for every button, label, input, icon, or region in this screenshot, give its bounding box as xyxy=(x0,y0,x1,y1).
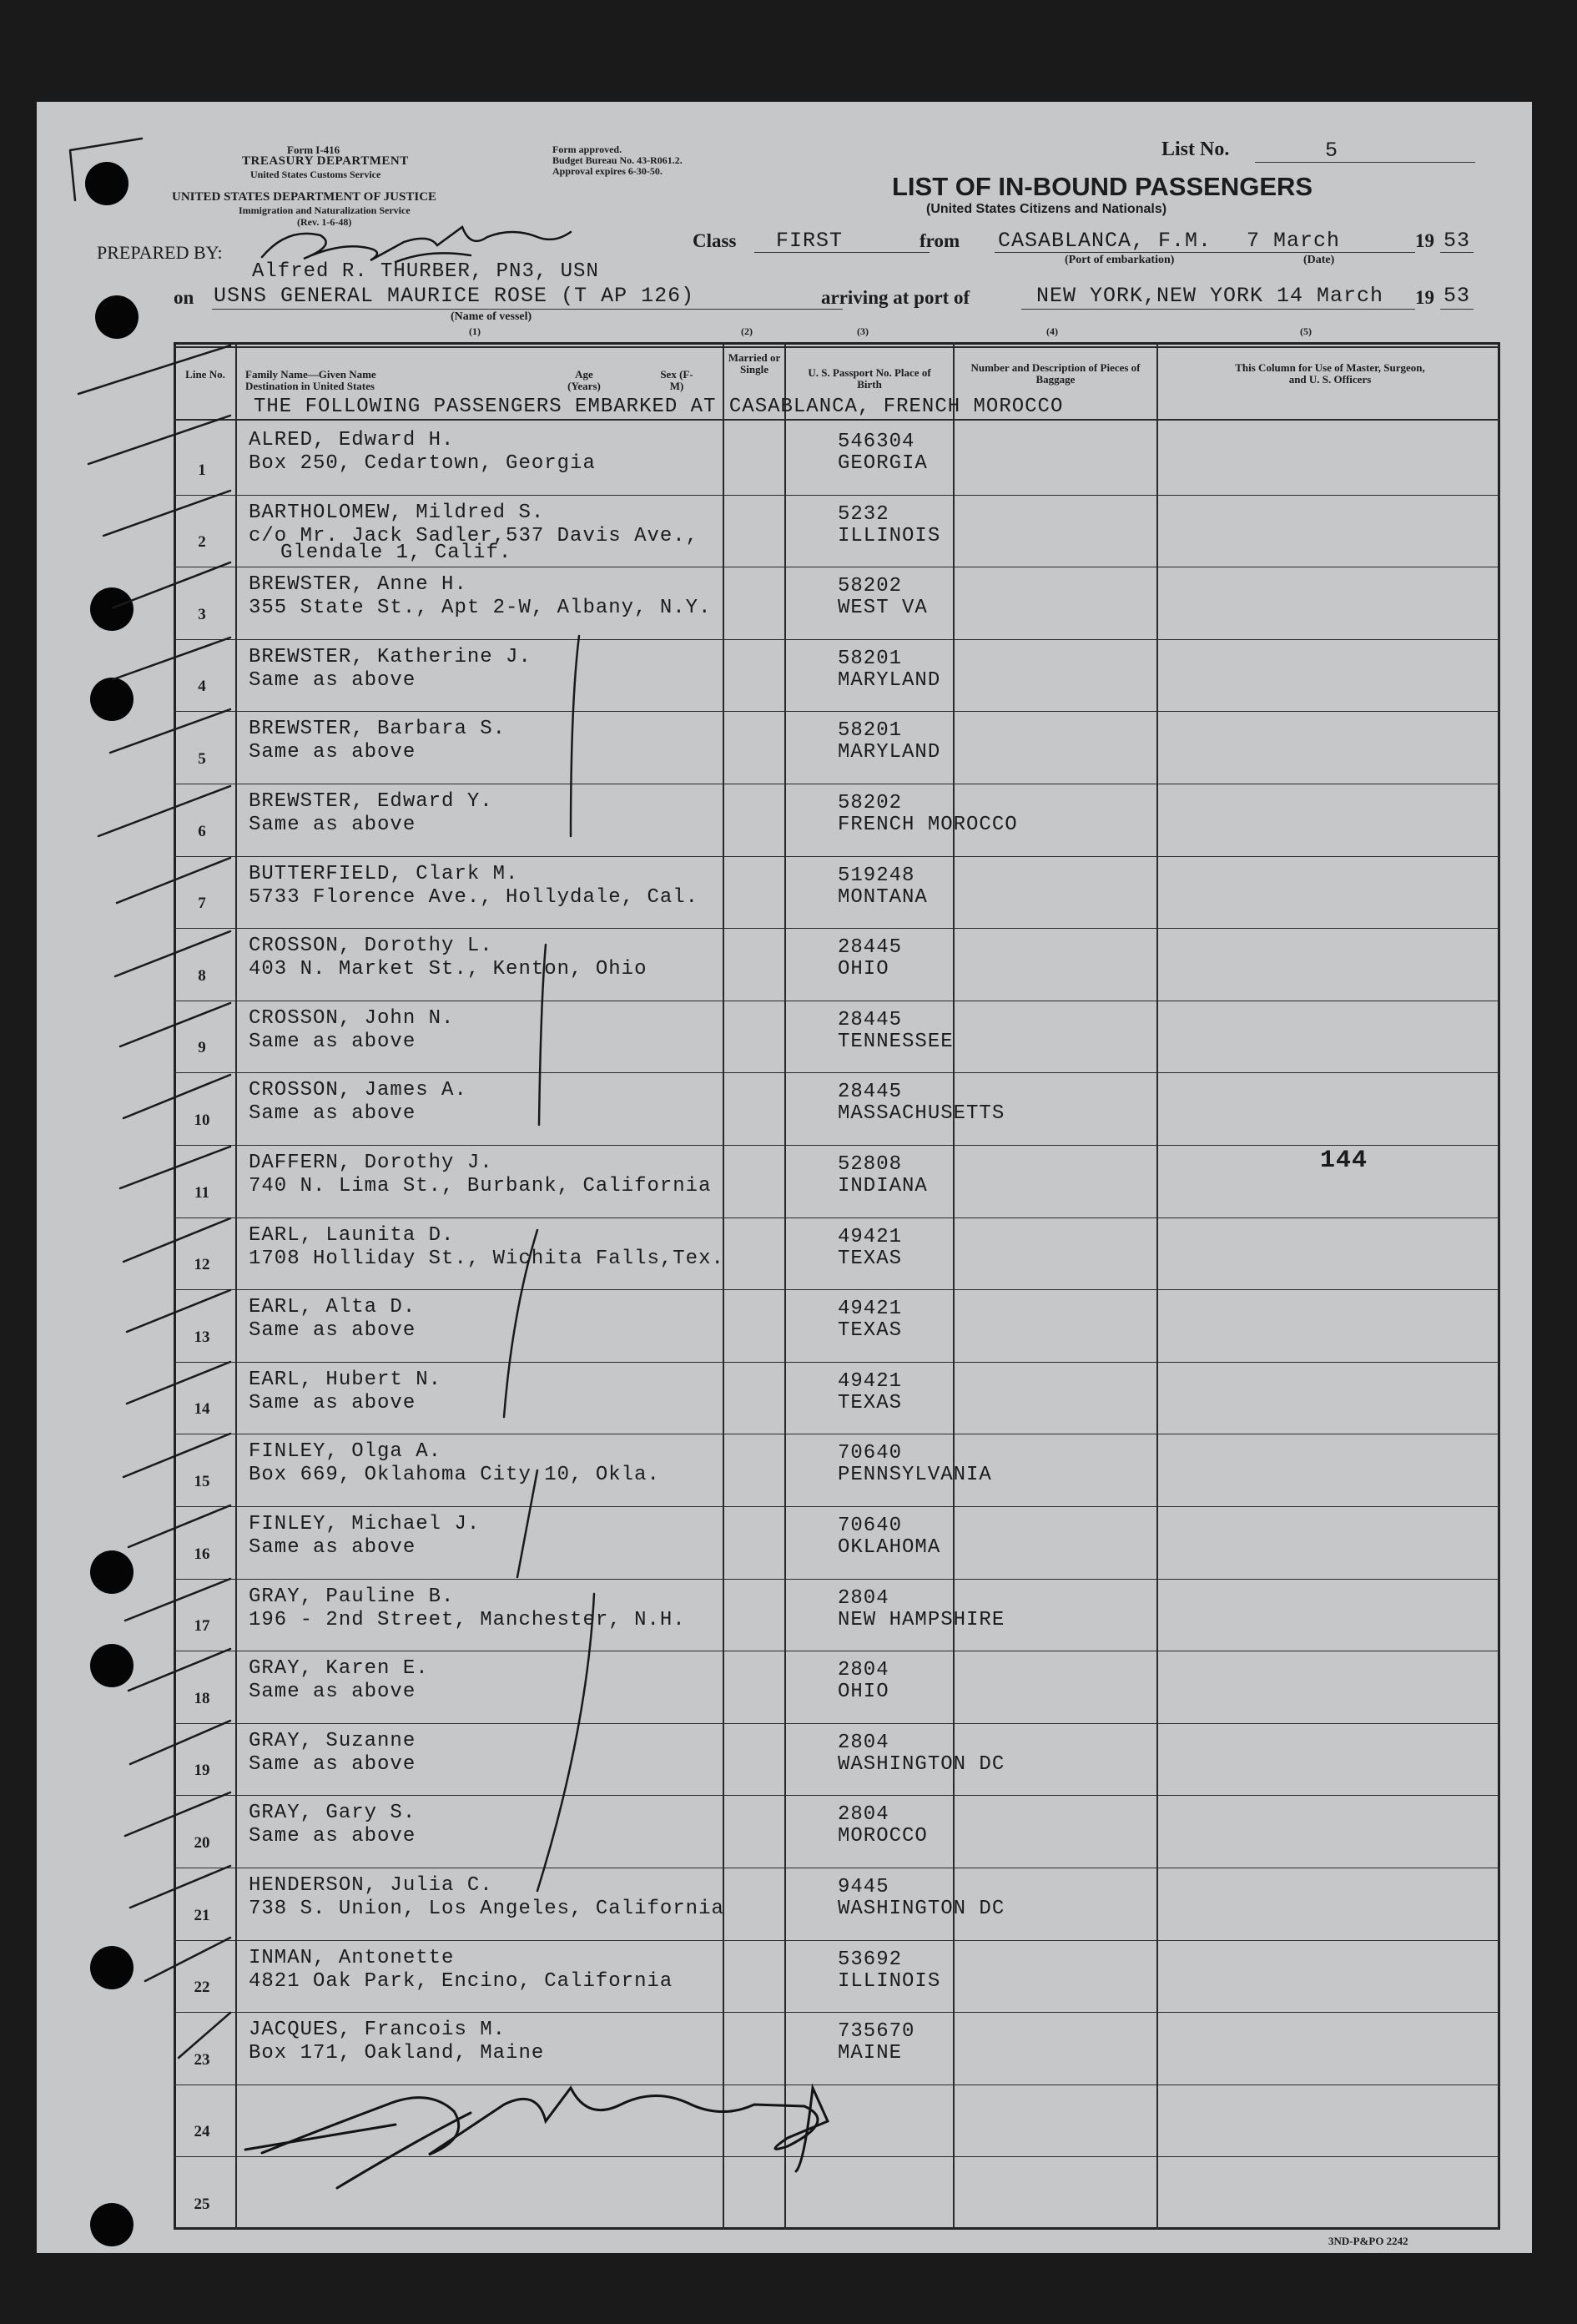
tick-mark xyxy=(145,1938,230,1981)
col-header-baggage: Number and Description of Pieces of Baggage xyxy=(970,361,1141,386)
col-number: (1) xyxy=(469,325,481,337)
ins-heading: Immigration and Naturalization Service xyxy=(239,204,411,216)
page-title: LIST OF IN-BOUND PASSENGERS xyxy=(892,172,1313,201)
passenger-name: BARTHOLOMEW, Mildred S. xyxy=(249,501,545,524)
passenger-name: DAFFERN, Dorothy J. xyxy=(249,1152,493,1174)
passport-number: 52808 xyxy=(838,1153,903,1176)
place-of-birth: PENNSYLVANIA xyxy=(838,1464,992,1487)
page-subtitle: (United States Citizens and Nationals) xyxy=(926,202,1167,216)
line-number: 12 xyxy=(194,1256,210,1274)
passenger-name: GRAY, Pauline B. xyxy=(249,1585,455,1608)
bracket-mark xyxy=(537,1594,594,1891)
passenger-name: FINLEY, Olga A. xyxy=(249,1440,442,1464)
embark-year: 53 xyxy=(1443,229,1471,253)
passport-number: 58202 xyxy=(838,575,903,598)
passenger-name: INMAN, Antonette xyxy=(249,1946,455,1969)
tick-mark xyxy=(128,1505,230,1547)
arrival-year: 53 xyxy=(1443,284,1471,308)
tick-mark xyxy=(127,1290,230,1332)
bracket-mark xyxy=(571,636,579,836)
passenger-name: CROSSON, James A. xyxy=(249,1079,467,1102)
line-number: 25 xyxy=(194,2195,210,2213)
passport-number: 2804 xyxy=(838,1659,889,1682)
passenger-address: Same as above xyxy=(249,1030,416,1053)
passenger-address-line2: Glendale 1, Calif. xyxy=(280,541,512,564)
place-of-birth: ILLINOIS xyxy=(838,524,941,547)
line-number: 23 xyxy=(194,2050,210,2069)
passenger-name: ALRED, Edward H. xyxy=(249,429,455,451)
embark-port: CASABLANCA, F.M. xyxy=(998,229,1212,253)
approval-expiry: Approval expires 6-30-50. xyxy=(552,165,663,177)
passport-number: 49421 xyxy=(838,1369,903,1393)
passenger-address: 1708 Holliday St., Wichita Falls,Tex. xyxy=(249,1247,724,1270)
officer-note: 144 xyxy=(1320,1147,1368,1175)
corner-mark xyxy=(70,139,142,200)
col-header-passport: U. S. Passport No. Place of Birth xyxy=(808,366,931,391)
tick-mark xyxy=(115,931,230,976)
passenger-name: BREWSTER, Barbara S. xyxy=(249,718,506,741)
tick-mark xyxy=(127,1362,230,1404)
vessel-caption: (Name of vessel) xyxy=(451,310,532,323)
tick-mark xyxy=(128,1649,230,1691)
passenger-address: Box 669, Oklahoma City 10, Okla. xyxy=(249,1464,660,1487)
tick-mark xyxy=(113,562,230,607)
passport-number: 49421 xyxy=(838,1298,903,1321)
passenger-address: 403 N. Market St., Kenton, Ohio xyxy=(249,958,647,981)
line-number: 7 xyxy=(198,895,206,913)
tick-mark xyxy=(125,1579,230,1621)
place-of-birth: MAINE xyxy=(838,2042,903,2065)
budget-number: Budget Bureau No. 43-R061.2. xyxy=(552,154,683,166)
list-no-label: List No. xyxy=(1161,139,1230,160)
passenger-address: Same as above xyxy=(249,741,416,764)
vessel-name: USNS GENERAL MAURICE ROSE (T AP 126) xyxy=(214,284,695,308)
line-number: 2 xyxy=(198,533,206,552)
line-number: 16 xyxy=(194,1545,210,1563)
list-no-value: 5 xyxy=(1325,139,1339,163)
col-header-dest: Destination in United States xyxy=(245,380,375,392)
line-number: 5 xyxy=(198,749,206,768)
line-number: 9 xyxy=(198,1039,206,1057)
passport-number: 70640 xyxy=(838,1515,903,1537)
passenger-address: 738 S. Union, Los Angeles, California xyxy=(249,1898,724,1920)
place-of-birth: ILLINOIS xyxy=(838,1969,941,1993)
col-header-officers: This Column for Use of Master, Surgeon, and U. S. Officers xyxy=(1235,361,1425,386)
col-header-line: Line No. xyxy=(185,368,225,381)
passport-number: 735670 xyxy=(838,2020,915,2044)
passport-number: 28445 xyxy=(838,1081,903,1104)
place-of-birth: TEXAS xyxy=(838,1247,903,1270)
tick-mark xyxy=(103,491,230,536)
tick-mark xyxy=(98,786,230,836)
place-of-birth: OHIO xyxy=(838,958,889,981)
bracket-mark xyxy=(517,1470,537,1577)
passport-number: 2804 xyxy=(838,1731,889,1754)
place-of-birth: OKLAHOMA xyxy=(838,1536,941,1559)
passenger-address: Box 171, Oakland, Maine xyxy=(249,2042,545,2065)
passenger-name: FINLEY, Michael J. xyxy=(249,1513,481,1535)
passenger-address: 196 - 2nd Street, Manchester, N.H. xyxy=(249,1608,686,1631)
place-of-birth: TENNESSEE xyxy=(838,1030,954,1053)
line-number: 17 xyxy=(194,1617,210,1636)
line-number: 11 xyxy=(194,1183,209,1202)
passenger-name: GRAY, Karen E. xyxy=(249,1657,429,1681)
passenger-address: Same as above xyxy=(249,1536,416,1559)
place-of-birth: MARYLAND xyxy=(838,668,941,692)
line-number: 21 xyxy=(194,1906,210,1924)
class-label: Class xyxy=(693,230,737,251)
tick-mark xyxy=(123,1218,230,1262)
tick-mark xyxy=(123,1075,230,1118)
form-approved: Form approved. xyxy=(552,144,622,155)
signature-scrawl xyxy=(245,2088,828,2188)
prepared-by-signature xyxy=(262,227,571,262)
on-label: on xyxy=(174,287,194,308)
passport-number: 519248 xyxy=(838,864,915,887)
line-number: 14 xyxy=(194,1400,210,1419)
col-header-married: Married or Single xyxy=(728,351,781,376)
passport-number: 58201 xyxy=(838,647,903,670)
place-of-birth: NEW HAMPSHIRE xyxy=(838,1608,1005,1631)
line-number: 10 xyxy=(194,1111,210,1129)
passenger-address: Same as above xyxy=(249,1319,416,1343)
col-number: (2) xyxy=(741,325,753,337)
passenger-address: Same as above xyxy=(249,1391,416,1414)
passenger-name: BREWSTER, Anne H. xyxy=(249,573,467,597)
embark-note: THE FOLLOWING PASSENGERS EMBARKED AT CASABLANCA, FRENCH MOROCCO xyxy=(254,396,1064,418)
passenger-name: HENDERSON, Julia C. xyxy=(249,1874,493,1897)
passport-number: 546304 xyxy=(838,431,915,453)
passenger-name: BREWSTER, Edward Y. xyxy=(249,790,493,813)
col-header-sex: Sex (F-M) xyxy=(660,368,693,392)
passenger-name: JACQUES, Francois M. xyxy=(249,2019,506,2042)
passenger-address: c/o Mr. Jack Sadler,537 Davis Ave., xyxy=(249,524,699,547)
from-label: from xyxy=(919,230,960,251)
prepared-by-label: PREPARED BY: xyxy=(97,242,223,263)
passenger-name: EARL, Alta D. xyxy=(249,1296,416,1319)
preparer-name: Alfred R. THURBER, PN3, USN xyxy=(252,260,599,283)
passenger-address: 740 N. Lima St., Burbank, California xyxy=(249,1175,712,1197)
col-header-name: Family Name—Given Name xyxy=(245,368,376,381)
tick-mark xyxy=(120,1147,230,1188)
line-number: 15 xyxy=(194,1472,210,1490)
passenger-name: GRAY, Gary S. xyxy=(249,1802,416,1825)
tick-mark xyxy=(179,2013,230,2058)
tick-mark xyxy=(130,1866,230,1908)
passport-number: 70640 xyxy=(838,1442,903,1465)
manifest-sheet xyxy=(37,102,1532,2253)
passport-number: 58202 xyxy=(838,792,903,814)
passport-number: 9445 xyxy=(838,1876,889,1898)
line-number: 8 xyxy=(198,966,206,985)
embark-date: 7 March xyxy=(1247,229,1341,253)
arrival-port: NEW YORK,NEW YORK 14 March xyxy=(1036,284,1384,308)
arriving-label: arriving at port of xyxy=(821,287,970,308)
tick-mark xyxy=(113,638,230,679)
line-number: 1 xyxy=(198,461,206,479)
class-value: FIRST xyxy=(776,229,844,253)
date-caption: (Date) xyxy=(1303,254,1335,266)
line-number: 18 xyxy=(194,1689,210,1707)
line-number: 6 xyxy=(198,822,206,840)
passenger-address: Box 250, Cedartown, Georgia xyxy=(249,452,596,475)
place-of-birth: INDIANA xyxy=(838,1175,928,1197)
line-number: 22 xyxy=(194,1979,210,1997)
place-of-birth: WASHINGTON DC xyxy=(838,1752,1005,1776)
line-number: 20 xyxy=(194,1833,210,1852)
passenger-address: Same as above xyxy=(249,668,416,692)
passenger-name: EARL, Hubert N. xyxy=(249,1368,442,1391)
year-prefix-from: 19 xyxy=(1415,230,1434,251)
tick-mark xyxy=(117,858,230,903)
passenger-address: Same as above xyxy=(249,1752,416,1776)
passenger-address: Same as above xyxy=(249,1825,416,1848)
passenger-name: BREWSTER, Katherine J. xyxy=(249,645,532,668)
bracket-mark xyxy=(539,945,546,1125)
passenger-name: EARL, Launita D. xyxy=(249,1223,455,1247)
bracket-mark xyxy=(504,1230,537,1417)
col-number: (3) xyxy=(857,325,869,337)
place-of-birth: MONTANA xyxy=(838,885,928,909)
passport-number: 49421 xyxy=(838,1225,903,1248)
col-number: (5) xyxy=(1300,325,1312,337)
treasury-heading: TREASURY DEPARTMENT xyxy=(242,154,409,168)
tick-mark xyxy=(123,1434,230,1477)
pen-marks xyxy=(37,102,1532,2253)
tick-mark xyxy=(78,345,230,394)
passport-number: 58201 xyxy=(838,719,903,743)
col-header-age: Age (Years) xyxy=(567,368,601,392)
place-of-birth: MARYLAND xyxy=(838,741,941,764)
tick-mark xyxy=(130,1721,230,1764)
passport-number: 28445 xyxy=(838,1008,903,1031)
passenger-address: 4821 Oak Park, Encino, California xyxy=(249,1969,673,1993)
line-number: 4 xyxy=(198,678,206,696)
passenger-name: GRAY, Suzanne xyxy=(249,1729,416,1752)
port-embark-caption: (Port of embarkation) xyxy=(1065,254,1175,266)
passenger-address: Same as above xyxy=(249,814,416,836)
form-number: Form I-416 xyxy=(287,144,340,156)
tick-mark xyxy=(88,416,230,464)
customs-heading: United States Customs Service xyxy=(250,169,381,180)
place-of-birth: WEST VA xyxy=(838,597,928,620)
revision-date: (Rev. 1-6-48) xyxy=(297,216,352,228)
passenger-name: BUTTERFIELD, Clark M. xyxy=(249,862,519,885)
year-prefix-to: 19 xyxy=(1415,287,1434,308)
passport-number: 2804 xyxy=(838,1586,889,1610)
line-number: 3 xyxy=(198,605,206,623)
passport-number: 28445 xyxy=(838,936,903,960)
tick-mark xyxy=(110,709,230,753)
place-of-birth: WASHINGTON DC xyxy=(838,1898,1005,1920)
justice-heading: UNITED STATES DEPARTMENT OF JUSTICE xyxy=(172,190,437,204)
passenger-address: Same as above xyxy=(249,1102,416,1126)
passport-number: 53692 xyxy=(838,1948,903,1971)
footer-code: 3ND-P&PO 2242 xyxy=(1328,2235,1408,2247)
passenger-name: CROSSON, John N. xyxy=(249,1006,455,1030)
place-of-birth: GEORGIA xyxy=(838,452,928,475)
tick-mark xyxy=(120,1003,230,1046)
passenger-address: 5733 Florence Ave., Hollydale, Cal. xyxy=(249,885,699,909)
place-of-birth: FRENCH MOROCCO xyxy=(838,814,1018,836)
col-number: (4) xyxy=(1046,325,1058,337)
passenger-address: Same as above xyxy=(249,1681,416,1704)
passenger-name: CROSSON, Dorothy L. xyxy=(249,935,493,958)
passenger-address: 355 State St., Apt 2-W, Albany, N.Y. xyxy=(249,597,712,620)
tick-mark xyxy=(125,1792,230,1836)
passport-number: 5232 xyxy=(838,502,889,526)
place-of-birth: TEXAS xyxy=(838,1319,903,1343)
line-number: 24 xyxy=(194,2123,210,2141)
place-of-birth: MASSACHUSETTS xyxy=(838,1102,1005,1126)
line-number: 19 xyxy=(194,1762,210,1780)
line-number: 13 xyxy=(194,1328,210,1346)
place-of-birth: OHIO xyxy=(838,1681,889,1704)
place-of-birth: TEXAS xyxy=(838,1391,903,1414)
passport-number: 2804 xyxy=(838,1803,889,1827)
place-of-birth: MOROCCO xyxy=(838,1825,928,1848)
